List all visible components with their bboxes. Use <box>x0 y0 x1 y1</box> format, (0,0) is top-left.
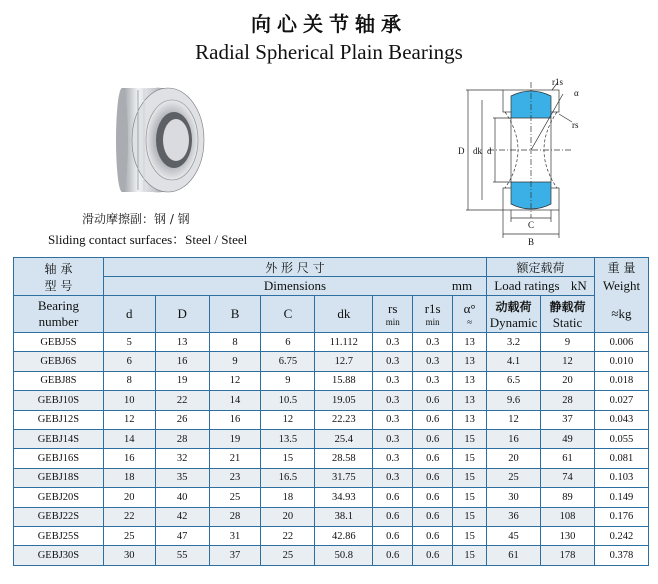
cell-w: 0.149 <box>594 488 648 507</box>
cell-dyn: 4.1 <box>487 352 541 371</box>
cell-a: 15 <box>453 468 487 487</box>
table-row <box>14 410 649 429</box>
cell-dk: 12.7 <box>315 352 373 371</box>
cell-dk: 25.4 <box>315 429 373 448</box>
header-dims-en-label: Dimensions <box>263 278 327 293</box>
header-rs-label: rs <box>388 301 398 316</box>
cell-dk: 22.23 <box>315 410 373 429</box>
header-load-en <box>487 277 595 296</box>
cell-dyn: 36 <box>487 507 541 526</box>
cell-dyn: 6.5 <box>487 371 541 390</box>
cell-a: 13 <box>453 333 487 352</box>
cell-dk: 19.05 <box>315 391 373 410</box>
cell-B: 8 <box>209 333 261 352</box>
cell-B: 16 <box>209 410 261 429</box>
caption-cn: 滑动摩擦副：钢 / 钢 <box>82 212 190 226</box>
cell-dk: 38.1 <box>315 507 373 526</box>
cell-sta: 20 <box>541 371 595 390</box>
cell-r1s: 0.3 <box>413 371 453 390</box>
header-bearing-cn-line1: 轴 承 <box>44 261 73 276</box>
cell-D: 19 <box>155 371 209 390</box>
header-C: C <box>261 296 315 333</box>
cell-rs: 0.3 <box>373 391 413 410</box>
cell-r1s: 0.6 <box>413 391 453 410</box>
cell-B: 14 <box>209 391 261 410</box>
cell-sta: 89 <box>541 488 595 507</box>
cell-model: GEBJ8S <box>14 371 104 390</box>
cell-w: 0.055 <box>594 429 648 448</box>
table-row <box>14 391 649 410</box>
cell-r1s: 0.3 <box>413 333 453 352</box>
header-dk: dk <box>315 296 373 333</box>
cell-w: 0.242 <box>594 526 648 545</box>
header-dynamic-cn: 动载荷 <box>495 299 532 314</box>
cell-C: 18 <box>261 488 315 507</box>
header-bearing-en-line1: Bearing <box>37 298 79 313</box>
cell-sta: 49 <box>541 429 595 448</box>
table-row <box>14 526 649 545</box>
cell-B: 9 <box>209 352 261 371</box>
header-alpha-sub: ≈ <box>467 317 473 327</box>
table-row <box>14 352 649 371</box>
cell-r1s: 0.6 <box>413 546 453 565</box>
diagram-label-D: D <box>458 146 465 156</box>
cell-dyn: 12 <box>487 410 541 429</box>
cell-C: 9 <box>261 371 315 390</box>
cell-a: 15 <box>453 546 487 565</box>
cell-d: 14 <box>103 429 155 448</box>
header-r1s-sub: min <box>425 317 440 327</box>
header-B: B <box>209 296 261 333</box>
cell-rs: 0.6 <box>373 507 413 526</box>
cell-C: 6.75 <box>261 352 315 371</box>
cell-D: 42 <box>155 507 209 526</box>
header-bearing-en-line2: number <box>38 314 79 329</box>
table-row <box>14 371 649 390</box>
cell-B: 37 <box>209 546 261 565</box>
caption-en: Sliding contact surfaces：Steel / Steel <box>48 232 248 247</box>
bearing-diagram <box>448 78 598 250</box>
cell-D: 55 <box>155 546 209 565</box>
cell-model: GEBJ14S <box>14 429 104 448</box>
cell-w: 0.081 <box>594 449 648 468</box>
cell-C: 10.5 <box>261 391 315 410</box>
header-static <box>541 296 595 333</box>
cell-w: 0.010 <box>594 352 648 371</box>
cell-dk: 31.75 <box>315 468 373 487</box>
cell-model: GEBJ30S <box>14 546 104 565</box>
diagram-label-dk: dk <box>473 146 482 156</box>
header-dims-unit: mm <box>451 278 473 293</box>
cell-rs: 0.6 <box>373 488 413 507</box>
header-rs-sub: min <box>385 317 400 327</box>
bearing-photo <box>108 78 218 203</box>
cell-C: 16.5 <box>261 468 315 487</box>
cell-a: 13 <box>453 352 487 371</box>
header-r1s-label: r1s <box>424 301 441 316</box>
cell-sta: 28 <box>541 391 595 410</box>
cell-a: 15 <box>453 507 487 526</box>
cell-dyn: 25 <box>487 468 541 487</box>
cell-r1s: 0.6 <box>413 526 453 545</box>
cell-d: 20 <box>103 488 155 507</box>
cell-model: GEBJ6S <box>14 352 104 371</box>
page-title-cn: 向心关节轴承 <box>251 12 407 36</box>
cell-dyn: 30 <box>487 488 541 507</box>
header-bearing-cn <box>14 258 104 296</box>
cell-sta: 9 <box>541 333 595 352</box>
cell-sta: 37 <box>541 410 595 429</box>
cell-w: 0.018 <box>594 371 648 390</box>
cell-dk: 15.88 <box>315 371 373 390</box>
cell-B: 21 <box>209 449 261 468</box>
cell-w: 0.027 <box>594 391 648 410</box>
cell-D: 28 <box>155 429 209 448</box>
cell-sta: 108 <box>541 507 595 526</box>
table-header-row-2 <box>14 277 649 296</box>
cell-model: GEBJ18S <box>14 468 104 487</box>
table-row <box>14 507 649 526</box>
cell-model: GEBJ20S <box>14 488 104 507</box>
cell-B: 23 <box>209 468 261 487</box>
table-row <box>14 488 649 507</box>
cell-w: 0.103 <box>594 468 648 487</box>
cell-B: 28 <box>209 507 261 526</box>
cell-r1s: 0.6 <box>413 507 453 526</box>
cell-D: 40 <box>155 488 209 507</box>
header-rs <box>373 296 413 333</box>
diagram-label-C: C <box>528 220 535 230</box>
cell-D: 22 <box>155 391 209 410</box>
cell-d: 16 <box>103 449 155 468</box>
cell-B: 19 <box>209 429 261 448</box>
cell-w: 0.006 <box>594 333 648 352</box>
cell-a: 15 <box>453 526 487 545</box>
cell-r1s: 0.6 <box>413 410 453 429</box>
cell-C: 20 <box>261 507 315 526</box>
cell-C: 25 <box>261 546 315 565</box>
table-header-row-1 <box>14 258 649 277</box>
header-load-cn: 额定载荷 <box>487 258 595 277</box>
header-bearing-en <box>14 296 104 333</box>
cell-D: 47 <box>155 526 209 545</box>
cell-d: 10 <box>103 391 155 410</box>
cell-d: 30 <box>103 546 155 565</box>
cell-rs: 0.3 <box>373 333 413 352</box>
table-row <box>14 546 649 565</box>
cell-r1s: 0.6 <box>413 488 453 507</box>
cell-dyn: 61 <box>487 546 541 565</box>
table-row <box>14 429 649 448</box>
cell-r1s: 0.6 <box>413 468 453 487</box>
cell-r1s: 0.6 <box>413 429 453 448</box>
cell-model: GEBJ10S <box>14 391 104 410</box>
diagram-label-alpha: α <box>574 88 579 98</box>
header-dims-cn: 外 形 尺 寸 <box>103 258 486 277</box>
cell-w: 0.176 <box>594 507 648 526</box>
diagram-label-d: d <box>487 146 492 156</box>
cell-w: 0.378 <box>594 546 648 565</box>
header-r1s <box>413 296 453 333</box>
cell-rs: 0.6 <box>373 526 413 545</box>
cell-d: 22 <box>103 507 155 526</box>
cell-d: 12 <box>103 410 155 429</box>
header-dims-en <box>103 277 486 296</box>
cell-rs: 0.3 <box>373 429 413 448</box>
cell-w: 0.043 <box>594 410 648 429</box>
cell-C: 12 <box>261 410 315 429</box>
header-weight-unit: ≈kg <box>594 296 648 333</box>
cell-C: 22 <box>261 526 315 545</box>
header-load-unit: kN <box>570 278 587 293</box>
header-d: d <box>103 296 155 333</box>
cell-dyn: 3.2 <box>487 333 541 352</box>
cell-dk: 42.86 <box>315 526 373 545</box>
cell-dyn: 16 <box>487 429 541 448</box>
cell-D: 35 <box>155 468 209 487</box>
cell-D: 26 <box>155 410 209 429</box>
header-alpha <box>453 296 487 333</box>
cell-r1s: 0.3 <box>413 352 453 371</box>
cell-sta: 130 <box>541 526 595 545</box>
header-static-cn: 静载荷 <box>549 299 586 314</box>
table-row <box>14 449 649 468</box>
table-header-row-3 <box>14 296 649 333</box>
header-dynamic-en: Dynamic <box>489 314 538 330</box>
cell-dyn: 20 <box>487 449 541 468</box>
cell-a: 15 <box>453 449 487 468</box>
cell-a: 13 <box>453 371 487 390</box>
diagram-label-rs: rs <box>572 120 579 130</box>
cell-model: GEBJ22S <box>14 507 104 526</box>
cell-C: 15 <box>261 449 315 468</box>
cell-model: GEBJ12S <box>14 410 104 429</box>
cell-D: 16 <box>155 352 209 371</box>
cell-B: 12 <box>209 371 261 390</box>
cell-d: 25 <box>103 526 155 545</box>
cell-dk: 50.8 <box>315 546 373 565</box>
cell-rs: 0.3 <box>373 371 413 390</box>
cell-dyn: 45 <box>487 526 541 545</box>
header-alpha-label: α° <box>463 301 476 316</box>
cell-a: 15 <box>453 429 487 448</box>
cell-dyn: 9.6 <box>487 391 541 410</box>
cell-C: 6 <box>261 333 315 352</box>
cell-model: GEBJ16S <box>14 449 104 468</box>
cell-model: GEBJ25S <box>14 526 104 545</box>
cell-rs: 0.6 <box>373 546 413 565</box>
cell-a: 13 <box>453 410 487 429</box>
cell-C: 13.5 <box>261 429 315 448</box>
cell-rs: 0.3 <box>373 410 413 429</box>
spec-table <box>13 257 649 566</box>
cell-model: GEBJ5S <box>14 333 104 352</box>
table-row <box>14 333 649 352</box>
cell-sta: 178 <box>541 546 595 565</box>
cell-sta: 12 <box>541 352 595 371</box>
cell-r1s: 0.6 <box>413 449 453 468</box>
cell-d: 18 <box>103 468 155 487</box>
cell-B: 25 <box>209 488 261 507</box>
page-title-en: Radial Spherical Plain Bearings <box>195 40 463 64</box>
header-dynamic <box>487 296 541 333</box>
header-static-en: Static <box>552 314 583 330</box>
cell-a: 15 <box>453 488 487 507</box>
header-D: D <box>155 296 209 333</box>
diagram-label-r1s: r1s <box>552 78 563 87</box>
cell-rs: 0.3 <box>373 468 413 487</box>
cell-dk: 34.93 <box>315 488 373 507</box>
header-load-en-label: Load ratings <box>494 278 560 293</box>
header-weight-cn: 重 量 <box>594 258 648 277</box>
cell-dk: 11.112 <box>315 333 373 352</box>
cell-a: 13 <box>453 391 487 410</box>
cell-sta: 61 <box>541 449 595 468</box>
cell-sta: 74 <box>541 468 595 487</box>
table-row <box>14 468 649 487</box>
header-weight-en: Weight <box>594 277 648 296</box>
diagram-label-B: B <box>528 237 535 247</box>
cell-dk: 28.58 <box>315 449 373 468</box>
cell-D: 13 <box>155 333 209 352</box>
cell-d: 5 <box>103 333 155 352</box>
cell-d: 8 <box>103 371 155 390</box>
cell-d: 6 <box>103 352 155 371</box>
cell-rs: 0.3 <box>373 352 413 371</box>
cell-D: 32 <box>155 449 209 468</box>
header-bearing-cn-line2: 型 号 <box>44 278 73 293</box>
cell-B: 31 <box>209 526 261 545</box>
cell-rs: 0.3 <box>373 449 413 468</box>
table-body <box>14 333 649 566</box>
